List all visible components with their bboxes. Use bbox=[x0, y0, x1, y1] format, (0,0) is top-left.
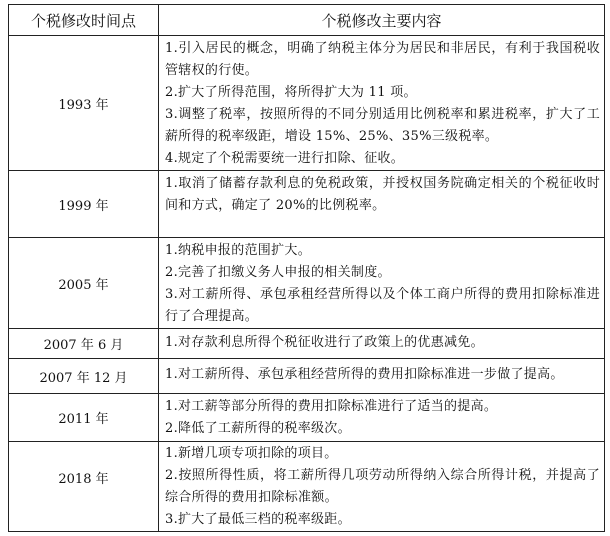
row-content bbox=[159, 329, 605, 359]
table-row bbox=[9, 329, 605, 359]
row-content bbox=[159, 394, 605, 442]
table-row bbox=[9, 359, 605, 394]
header-content: 个税修改主要内容 bbox=[159, 5, 605, 36]
list-item: 1.对工薪等部分所得的费用扣除标准进行了适当的提高。 bbox=[165, 399, 498, 414]
list-item: 1.引入居民的概念，明确了纳税主体分为居民和非居民，有利于我国税收管辖权的行使。 bbox=[165, 41, 600, 78]
list-item: 1.对工薪所得、承包承租经营所得的费用扣除标准进一步做了提高。 bbox=[165, 367, 564, 382]
row-time: 2018 年 bbox=[9, 442, 159, 532]
table-row bbox=[9, 442, 605, 532]
list-item: 1.取消了储蓄存款利息的免税政策，并授权国务院确定相关的个税征收时间和方式，确定了 20%的比例税率。 bbox=[165, 176, 600, 213]
table-row bbox=[9, 394, 605, 442]
header-time: 个税修改时间点 bbox=[9, 5, 159, 36]
row-content bbox=[159, 238, 605, 329]
table-row bbox=[9, 238, 605, 329]
row-content bbox=[159, 442, 605, 532]
list-item: 1.对存款利息所得个税征收进行了政策上的优惠减免。 bbox=[165, 335, 484, 350]
header-row bbox=[9, 5, 605, 36]
list-item: 2.扩大了所得范围，将所得扩大为 11 项。 bbox=[165, 85, 417, 100]
table-row bbox=[9, 36, 605, 171]
row-time: 2005 年 bbox=[9, 238, 159, 329]
list-item: 1.纳税申报的范围扩大。 bbox=[165, 243, 312, 258]
row-time: 2007 年 6 月 bbox=[9, 329, 159, 359]
list-item: 3.扩大了最低三档的税率级距。 bbox=[165, 512, 351, 527]
table-row bbox=[9, 171, 605, 238]
row-content bbox=[159, 36, 605, 171]
row-time: 1993 年 bbox=[9, 36, 159, 171]
list-item: 3.对工薪所得、承包承租经营所得以及个体工商户所得的费用扣除标准进行了合理提高。 bbox=[165, 287, 600, 324]
row-content bbox=[159, 171, 605, 238]
list-item: 2.降低了工薪所得的税率级次。 bbox=[165, 421, 351, 436]
row-time: 1999 年 bbox=[9, 171, 159, 238]
list-item: 2.按照所得性质，将工薪所得几项劳动所得纳入综合所得计税，并提高了综合所得的费用扣除标准额。 bbox=[165, 468, 600, 505]
tax-revision-table bbox=[8, 4, 605, 532]
list-item: 1.新增几项专项扣除的项目。 bbox=[165, 446, 338, 461]
list-item: 2.完善了扣缴义务人申报的相关制度。 bbox=[165, 265, 391, 280]
row-time: 2011 年 bbox=[9, 394, 159, 442]
row-content bbox=[159, 359, 605, 394]
row-time: 2007 年 12 月 bbox=[9, 359, 159, 394]
list-item: 3.调整了税率，按照所得的不同分别适用比例税率和累进税率，扩大了工薪所得的税率级距，增设 15%、25%、35%三级税率。 bbox=[165, 107, 600, 144]
list-item: 4.规定了个税需要统一进行扣除、征收。 bbox=[165, 151, 405, 166]
